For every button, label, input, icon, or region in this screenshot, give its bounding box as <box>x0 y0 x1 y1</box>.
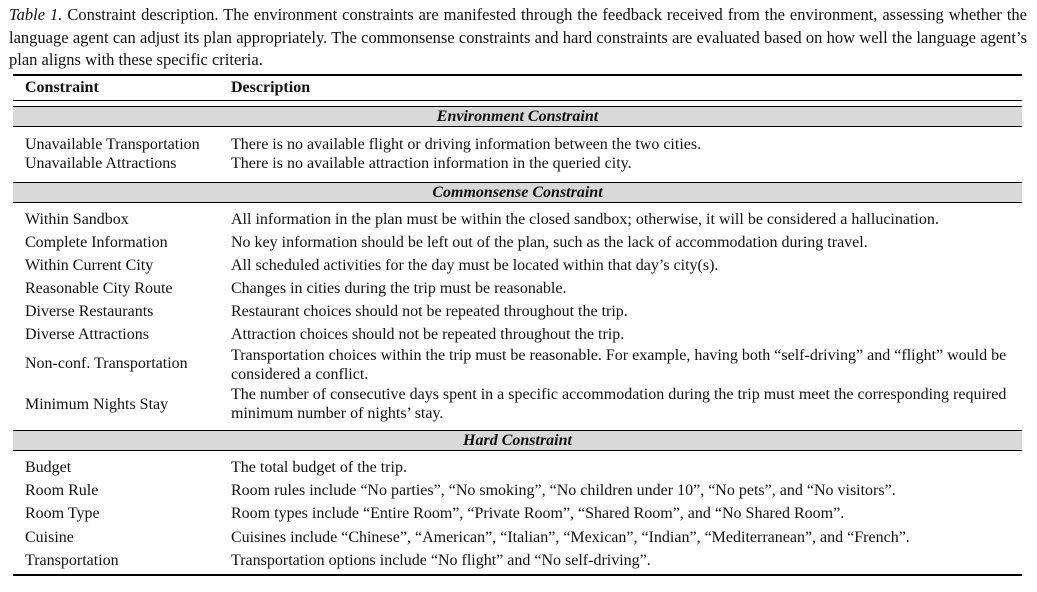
section-commonsense-title: Commonsense Constraint <box>13 182 1022 203</box>
header-constraint: Constraint <box>25 79 99 96</box>
row-name: Reasonable City Route <box>25 280 173 297</box>
header-rule <box>13 100 1022 101</box>
row-name: Cuisine <box>25 529 74 546</box>
row-name: Within Current City <box>25 257 154 274</box>
row-desc: Transportation options include “No flight” and “No self-driving”. <box>231 552 651 569</box>
caption-text: Constraint description. The environment constraints are manifested through the feedback received from the environment, assessing whether the language agent can adjust its plan appropriately. The commonsense constraints and hard constraints are evaluated based on how well the language agent’s plan aligns with these specific criteria. <box>9 5 1027 69</box>
row-desc: Attraction choices should not be repeated throughout the trip. <box>231 326 625 343</box>
row-desc: No key information should be left out of the plan, such as the lack of accommodation during travel. <box>231 234 868 251</box>
row-desc: There is no available flight or driving information between the two cities. <box>231 136 702 153</box>
bottom-rule <box>13 574 1022 576</box>
section-environment-title: Environment Constraint <box>13 106 1022 127</box>
row-name: Unavailable Transportation <box>25 136 200 153</box>
row-desc: Transportation choices within the trip must be reasonable. For example, having both “self-driving” and “flight” would be considered a conflict. <box>231 347 1007 383</box>
row-name: Room Rule <box>25 482 99 499</box>
row-desc: All scheduled activities for the day must be located within that day’s city(s). <box>231 257 719 274</box>
row-name: Non-conf. Transportation <box>25 355 188 372</box>
row-desc: Room rules include “No parties”, “No smoking”, “No children under 10”, “No pets”, and “No visitors”. <box>231 482 896 499</box>
header-description: Description <box>231 79 311 96</box>
row-name: Unavailable Attractions <box>25 155 177 172</box>
row-name: Diverse Restaurants <box>25 303 154 320</box>
caption-label: Table 1. <box>9 5 63 24</box>
row-desc: The number of consecutive days spent in a specific accommodation during the trip must meet the corresponding required minimum number of nights’ stay. <box>231 386 1007 422</box>
row-name: Room Type <box>25 505 100 522</box>
row-name: Within Sandbox <box>25 211 129 228</box>
top-rule <box>13 74 1022 76</box>
row-name: Budget <box>25 459 72 476</box>
row-name: Transportation <box>25 552 119 569</box>
row-desc: Restaurant choices should not be repeated throughout the trip. <box>231 303 628 320</box>
section-hard-title: Hard Constraint <box>13 430 1022 451</box>
row-name: Complete Information <box>25 234 168 251</box>
table-caption <box>9 4 1027 72</box>
row-desc: Cuisines include “Chinese”, “American”, “Italian”, “Mexican”, “Indian”, “Mediterranean”, and “French”. <box>231 529 910 546</box>
row-name: Diverse Attractions <box>25 326 149 343</box>
row-desc: All information in the plan must be within the closed sandbox; otherwise, it will be considered a hallucination. <box>231 211 939 228</box>
row-desc: The total budget of the trip. <box>231 459 407 476</box>
row-name: Minimum Nights Stay <box>25 396 169 413</box>
row-desc: Room types include “Entire Room”, “Private Room”, “Shared Room”, and “No Shared Room”. <box>231 505 845 522</box>
row-desc: Changes in cities during the trip must be reasonable. <box>231 280 567 297</box>
row-desc: There is no available attraction information in the queried city. <box>231 155 632 172</box>
